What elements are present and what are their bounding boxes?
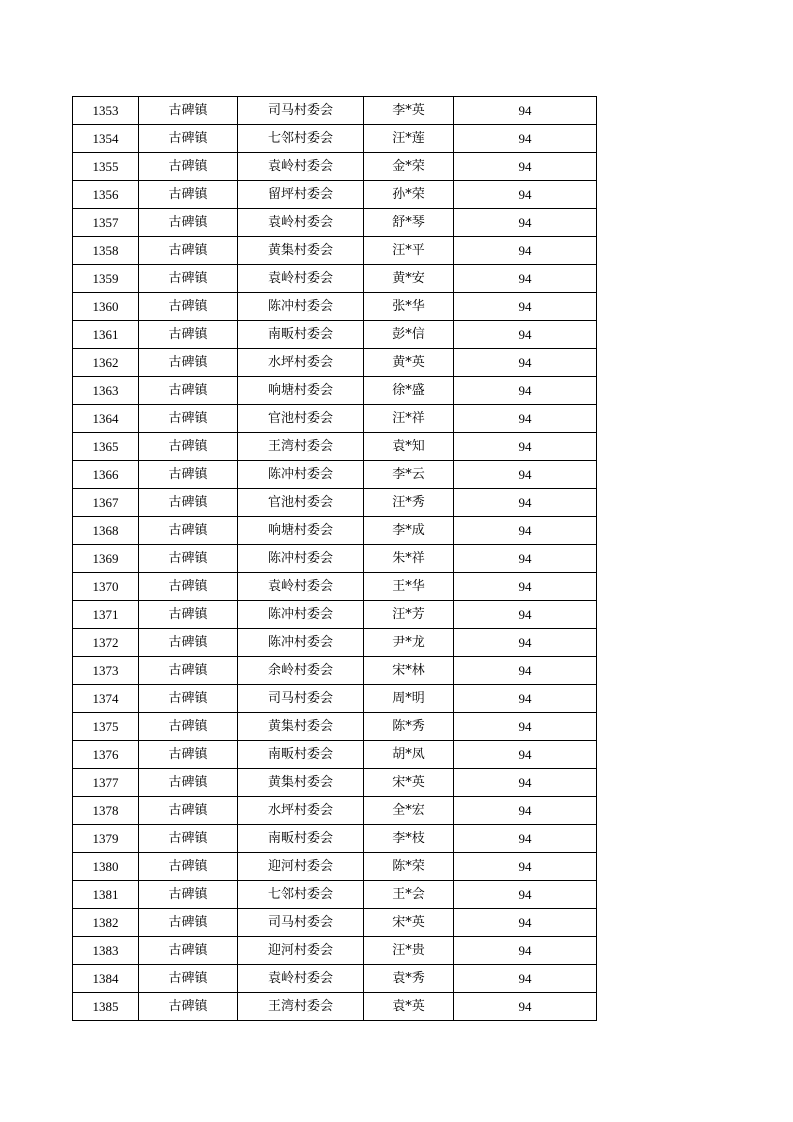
score-cell: 94: [454, 461, 597, 489]
town-cell: 古碑镇: [139, 377, 238, 405]
table-row: [73, 741, 597, 769]
row-number-cell: 1360: [73, 293, 139, 321]
score-cell: 94: [454, 797, 597, 825]
table-row: [73, 797, 597, 825]
table-row: [73, 601, 597, 629]
table-row: [73, 853, 597, 881]
roster-table: [72, 96, 597, 1021]
row-number-cell: 1381: [73, 881, 139, 909]
village-committee-cell: 南畈村委会: [238, 321, 364, 349]
town-cell: 古碑镇: [139, 573, 238, 601]
row-number-cell: 1376: [73, 741, 139, 769]
person-name-cell: 尹*龙: [364, 629, 454, 657]
score-cell: 94: [454, 685, 597, 713]
table-row: [73, 769, 597, 797]
table-row: [73, 909, 597, 937]
town-cell: 古碑镇: [139, 713, 238, 741]
score-cell: 94: [454, 937, 597, 965]
score-cell: 94: [454, 573, 597, 601]
village-committee-cell: 司马村委会: [238, 97, 364, 125]
person-name-cell: 孙*荣: [364, 181, 454, 209]
row-number-cell: 1375: [73, 713, 139, 741]
table-row: [73, 825, 597, 853]
village-committee-cell: 迎河村委会: [238, 937, 364, 965]
town-cell: 古碑镇: [139, 125, 238, 153]
row-number-cell: 1374: [73, 685, 139, 713]
person-name-cell: 李*英: [364, 97, 454, 125]
village-committee-cell: 官池村委会: [238, 405, 364, 433]
row-number-cell: 1379: [73, 825, 139, 853]
row-number-cell: 1384: [73, 965, 139, 993]
row-number-cell: 1369: [73, 545, 139, 573]
town-cell: 古碑镇: [139, 825, 238, 853]
town-cell: 古碑镇: [139, 545, 238, 573]
table-row: [73, 545, 597, 573]
score-cell: 94: [454, 237, 597, 265]
town-cell: 古碑镇: [139, 293, 238, 321]
score-cell: 94: [454, 657, 597, 685]
village-committee-cell: 陈冲村委会: [238, 461, 364, 489]
person-name-cell: 徐*盛: [364, 377, 454, 405]
row-number-cell: 1353: [73, 97, 139, 125]
village-committee-cell: 水坪村委会: [238, 349, 364, 377]
town-cell: 古碑镇: [139, 209, 238, 237]
row-number-cell: 1367: [73, 489, 139, 517]
person-name-cell: 汪*平: [364, 237, 454, 265]
score-cell: 94: [454, 517, 597, 545]
village-committee-cell: 黄集村委会: [238, 237, 364, 265]
row-number-cell: 1358: [73, 237, 139, 265]
row-number-cell: 1362: [73, 349, 139, 377]
table-row: [73, 293, 597, 321]
person-name-cell: 朱*祥: [364, 545, 454, 573]
town-cell: 古碑镇: [139, 237, 238, 265]
town-cell: 古碑镇: [139, 741, 238, 769]
table-row: [73, 713, 597, 741]
person-name-cell: 汪*莲: [364, 125, 454, 153]
score-cell: 94: [454, 405, 597, 433]
village-committee-cell: 陈冲村委会: [238, 601, 364, 629]
score-cell: 94: [454, 741, 597, 769]
town-cell: 古碑镇: [139, 433, 238, 461]
village-committee-cell: 南畈村委会: [238, 741, 364, 769]
table-row: [73, 349, 597, 377]
score-cell: 94: [454, 629, 597, 657]
village-committee-cell: 七邻村委会: [238, 125, 364, 153]
person-name-cell: 宋*林: [364, 657, 454, 685]
village-committee-cell: 响塘村委会: [238, 517, 364, 545]
row-number-cell: 1368: [73, 517, 139, 545]
score-cell: 94: [454, 909, 597, 937]
table-row: [73, 405, 597, 433]
village-committee-cell: 陈冲村委会: [238, 293, 364, 321]
person-name-cell: 袁*知: [364, 433, 454, 461]
person-name-cell: 王*会: [364, 881, 454, 909]
table-row: [73, 573, 597, 601]
row-number-cell: 1378: [73, 797, 139, 825]
town-cell: 古碑镇: [139, 405, 238, 433]
town-cell: 古碑镇: [139, 657, 238, 685]
town-cell: 古碑镇: [139, 601, 238, 629]
score-cell: 94: [454, 181, 597, 209]
row-number-cell: 1373: [73, 657, 139, 685]
village-committee-cell: 迎河村委会: [238, 853, 364, 881]
row-number-cell: 1370: [73, 573, 139, 601]
table-row: [73, 937, 597, 965]
score-cell: 94: [454, 853, 597, 881]
row-number-cell: 1356: [73, 181, 139, 209]
score-cell: 94: [454, 489, 597, 517]
row-number-cell: 1364: [73, 405, 139, 433]
table-row: [73, 881, 597, 909]
table-row: [73, 209, 597, 237]
person-name-cell: 宋*英: [364, 769, 454, 797]
row-number-cell: 1354: [73, 125, 139, 153]
town-cell: 古碑镇: [139, 265, 238, 293]
score-cell: 94: [454, 349, 597, 377]
table-row: [73, 657, 597, 685]
row-number-cell: 1371: [73, 601, 139, 629]
person-name-cell: 汪*芳: [364, 601, 454, 629]
table-row: [73, 433, 597, 461]
town-cell: 古碑镇: [139, 181, 238, 209]
roster-table-body: [73, 97, 597, 1021]
village-committee-cell: 官池村委会: [238, 489, 364, 517]
score-cell: 94: [454, 265, 597, 293]
person-name-cell: 李*云: [364, 461, 454, 489]
person-name-cell: 全*宏: [364, 797, 454, 825]
town-cell: 古碑镇: [139, 153, 238, 181]
village-committee-cell: 司马村委会: [238, 909, 364, 937]
village-committee-cell: 七邻村委会: [238, 881, 364, 909]
town-cell: 古碑镇: [139, 909, 238, 937]
row-number-cell: 1357: [73, 209, 139, 237]
table-row: [73, 965, 597, 993]
person-name-cell: 李*枝: [364, 825, 454, 853]
town-cell: 古碑镇: [139, 881, 238, 909]
person-name-cell: 金*荣: [364, 153, 454, 181]
village-committee-cell: 余岭村委会: [238, 657, 364, 685]
table-row: [73, 237, 597, 265]
village-committee-cell: 南畈村委会: [238, 825, 364, 853]
person-name-cell: 黄*英: [364, 349, 454, 377]
person-name-cell: 舒*琴: [364, 209, 454, 237]
score-cell: 94: [454, 993, 597, 1021]
row-number-cell: 1372: [73, 629, 139, 657]
village-committee-cell: 王湾村委会: [238, 993, 364, 1021]
row-number-cell: 1359: [73, 265, 139, 293]
person-name-cell: 张*华: [364, 293, 454, 321]
row-number-cell: 1380: [73, 853, 139, 881]
score-cell: 94: [454, 321, 597, 349]
village-committee-cell: 王湾村委会: [238, 433, 364, 461]
score-cell: 94: [454, 97, 597, 125]
village-committee-cell: 袁岭村委会: [238, 265, 364, 293]
town-cell: 古碑镇: [139, 97, 238, 125]
person-name-cell: 汪*祥: [364, 405, 454, 433]
score-cell: 94: [454, 209, 597, 237]
town-cell: 古碑镇: [139, 629, 238, 657]
town-cell: 古碑镇: [139, 853, 238, 881]
table-row: [73, 181, 597, 209]
table-row: [73, 629, 597, 657]
village-committee-cell: 响塘村委会: [238, 377, 364, 405]
village-committee-cell: 留坪村委会: [238, 181, 364, 209]
table-row: [73, 97, 597, 125]
person-name-cell: 袁*英: [364, 993, 454, 1021]
score-cell: 94: [454, 433, 597, 461]
score-cell: 94: [454, 377, 597, 405]
row-number-cell: 1382: [73, 909, 139, 937]
score-cell: 94: [454, 713, 597, 741]
person-name-cell: 汪*贵: [364, 937, 454, 965]
village-committee-cell: 陈冲村委会: [238, 545, 364, 573]
table-row: [73, 461, 597, 489]
person-name-cell: 宋*英: [364, 909, 454, 937]
score-cell: 94: [454, 601, 597, 629]
row-number-cell: 1361: [73, 321, 139, 349]
score-cell: 94: [454, 153, 597, 181]
score-cell: 94: [454, 965, 597, 993]
table-row: [73, 685, 597, 713]
table-row: [73, 489, 597, 517]
table-row: [73, 265, 597, 293]
person-name-cell: 黄*安: [364, 265, 454, 293]
row-number-cell: 1385: [73, 993, 139, 1021]
village-committee-cell: 司马村委会: [238, 685, 364, 713]
town-cell: 古碑镇: [139, 797, 238, 825]
table-row: [73, 993, 597, 1021]
person-name-cell: 周*明: [364, 685, 454, 713]
village-committee-cell: 黄集村委会: [238, 769, 364, 797]
person-name-cell: 王*华: [364, 573, 454, 601]
village-committee-cell: 陈冲村委会: [238, 629, 364, 657]
person-name-cell: 胡*凤: [364, 741, 454, 769]
village-committee-cell: 水坪村委会: [238, 797, 364, 825]
row-number-cell: 1363: [73, 377, 139, 405]
village-committee-cell: 黄集村委会: [238, 713, 364, 741]
town-cell: 古碑镇: [139, 937, 238, 965]
row-number-cell: 1365: [73, 433, 139, 461]
town-cell: 古碑镇: [139, 321, 238, 349]
town-cell: 古碑镇: [139, 965, 238, 993]
town-cell: 古碑镇: [139, 993, 238, 1021]
score-cell: 94: [454, 545, 597, 573]
village-committee-cell: 袁岭村委会: [238, 153, 364, 181]
row-number-cell: 1355: [73, 153, 139, 181]
row-number-cell: 1383: [73, 937, 139, 965]
village-committee-cell: 袁岭村委会: [238, 573, 364, 601]
row-number-cell: 1377: [73, 769, 139, 797]
table-row: [73, 517, 597, 545]
person-name-cell: 彭*信: [364, 321, 454, 349]
score-cell: 94: [454, 125, 597, 153]
village-committee-cell: 袁岭村委会: [238, 209, 364, 237]
score-cell: 94: [454, 769, 597, 797]
town-cell: 古碑镇: [139, 769, 238, 797]
row-number-cell: 1366: [73, 461, 139, 489]
table-row: [73, 377, 597, 405]
village-committee-cell: 袁岭村委会: [238, 965, 364, 993]
person-name-cell: 袁*秀: [364, 965, 454, 993]
person-name-cell: 汪*秀: [364, 489, 454, 517]
town-cell: 古碑镇: [139, 489, 238, 517]
score-cell: 94: [454, 293, 597, 321]
person-name-cell: 陈*荣: [364, 853, 454, 881]
table-row: [73, 153, 597, 181]
score-cell: 94: [454, 825, 597, 853]
table-row: [73, 321, 597, 349]
person-name-cell: 李*成: [364, 517, 454, 545]
town-cell: 古碑镇: [139, 517, 238, 545]
town-cell: 古碑镇: [139, 685, 238, 713]
table-row: [73, 125, 597, 153]
score-cell: 94: [454, 881, 597, 909]
town-cell: 古碑镇: [139, 349, 238, 377]
town-cell: 古碑镇: [139, 461, 238, 489]
person-name-cell: 陈*秀: [364, 713, 454, 741]
